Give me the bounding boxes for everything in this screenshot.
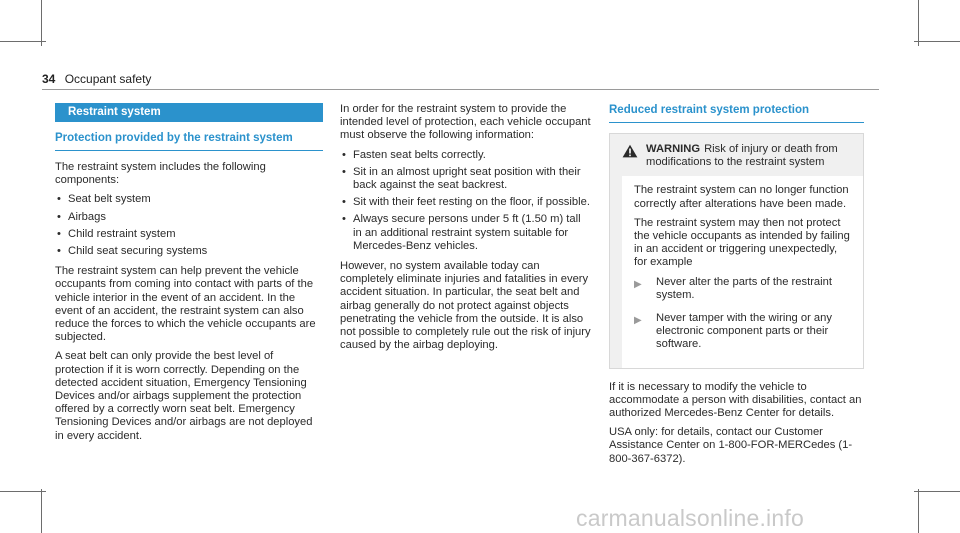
watermark: carmanualsonline.info xyxy=(576,505,804,531)
warning-title: Risk of injury or death from modifications to the restraint system xyxy=(646,143,838,169)
page-number: 34 xyxy=(42,72,56,86)
paragraph: USA only: for details, contact our Customer Assistance Center on 1-800-FOR-MERCedes (1-800-367-6372). xyxy=(609,426,853,465)
middle-column xyxy=(340,103,592,358)
crop-mark xyxy=(914,491,960,492)
crop-mark xyxy=(0,491,46,492)
paragraph: The restraint system may then not protect the vehicle occupants as intended by failing in an accident or triggering unexpectedly, for example xyxy=(634,216,850,269)
crop-mark xyxy=(41,0,42,46)
list-item: • Sit with their feet resting on the floor, if possible. xyxy=(340,196,592,209)
left-column xyxy=(55,103,323,449)
crop-mark xyxy=(918,0,919,46)
list-item: • Airbags xyxy=(55,211,323,224)
warning-header xyxy=(610,134,863,176)
warning-body xyxy=(622,176,863,367)
list-item: • Seat belt system xyxy=(55,193,323,206)
paragraph: A seat belt can only provide the best level of protection if it is worn correctly. Depending on the detected accident situation, Emergency Tensioning Devices and/or airbags supplement the protection offered by a correctly worn seat belt. Emergency Tensioning Devices and/or airbags are not deployed in every accident. xyxy=(55,350,313,442)
rules-list xyxy=(340,149,592,253)
action-item xyxy=(634,276,853,302)
crop-mark xyxy=(41,489,42,533)
list-item: • Always secure persons under 5 ft (1.50 m) tall in an additional restraint system suitable for Mercedes-Benz vehicles. xyxy=(340,213,592,253)
paragraph: If it is necessary to modify the vehicle to accommodate a person with disabilities, contact an authorized Mercedes-Benz Center for details. xyxy=(609,380,862,420)
page-header xyxy=(42,72,151,86)
paragraph: The restraint system can no longer function correctly after alterations have been made. xyxy=(634,184,849,210)
intro-text: In order for the restraint system to provide the intended level of protection, each vehicle occupant must observe the following information: xyxy=(340,103,591,142)
list-item: • Child seat securing systems xyxy=(55,245,323,258)
warning-heading xyxy=(646,143,853,169)
subheading-protection: Protection provided by the restraint system xyxy=(55,131,323,151)
list-item: • Child restraint system xyxy=(55,228,323,241)
crop-mark xyxy=(918,489,919,533)
arrow-right-icon: ▶ xyxy=(634,315,642,327)
crop-mark xyxy=(914,41,960,42)
right-column xyxy=(609,103,864,472)
section-name: Occupant safety xyxy=(64,72,152,86)
components-list xyxy=(55,193,323,258)
action-text: Never alter the parts of the restraint system. xyxy=(656,275,832,301)
warning-box xyxy=(609,133,864,369)
warning-triangle-icon xyxy=(622,144,640,169)
paragraph: The restraint system can help prevent the vehicle occupants from coming into contact with parts of the vehicle interior in the event of an accident. In the event of an accident, the restraint system can also reduce the forces to which the vehicle occupants are subjected. xyxy=(55,265,316,344)
list-item: • Fasten seat belts correctly. xyxy=(340,149,592,162)
list-item: • Sit in an almost upright seat position with their back against the seat backrest. xyxy=(340,166,592,192)
action-item xyxy=(634,312,853,352)
warning-label: WARNING xyxy=(646,143,701,155)
paragraph: However, no system available today can completely eliminate injuries and fatalities in every accident situation. In particular, the seat belt and airbag generally do not protect against objects penetrating the vehicle from the outside. It is also not possible to completely rule out the risk of injury caused by the airbag deploying. xyxy=(340,260,591,352)
subheading-reduced-protection: Reduced restraint system protection xyxy=(609,103,864,123)
crop-mark xyxy=(0,41,46,42)
intro-text: The restraint system includes the following components: xyxy=(55,161,266,187)
action-text: Never tamper with the wiring or any electronic component parts or their software. xyxy=(656,312,832,351)
header-divider xyxy=(42,89,879,90)
section-title-bar: Restraint system xyxy=(55,103,323,122)
arrow-right-icon: ▶ xyxy=(634,278,642,290)
